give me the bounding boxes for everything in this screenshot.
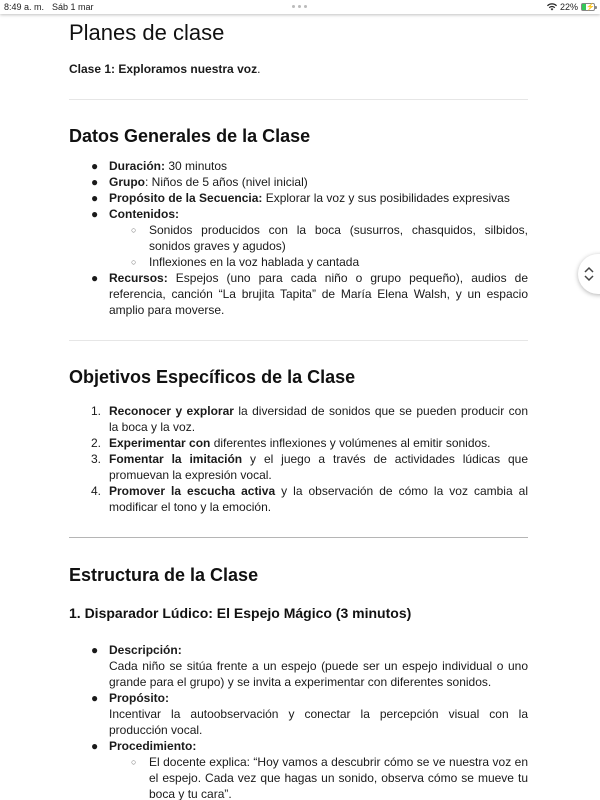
list-item: ● Contenidos: ○ Sonidos producidos con la boca (susurros, chasquidos, silbidos, sonidos graves y agudos) ○ Inflexiones en la voz hablada y cantada [91,207,528,269]
subsection-heading: 1. Disparador Lúdico: El Espejo Mágico (3 minutos) [69,605,412,621]
wifi-icon [547,3,557,11]
procedimiento-list [131,754,528,800]
list-item: ○ El docente explica: “Hoy vamos a descubrir cómo se ve nuestra voz en el espejo. Cada vez que hagas un sonido, observa cómo se mueve tu boca y tu cara”. [131,755,528,800]
list-item: 1. Reconocer y explorar la diversidad de sonidos que se pueden producir con la boca y la voz. [91,404,528,434]
list-item: 2. Experimentar con diferentes inflexiones y volúmenes al emitir sonidos. [91,436,491,450]
list-item: ● Propósito: Incentivar la autoobservación y conectar la percepción visual con la producción vocal. [91,691,528,737]
scroll-control[interactable] [578,254,600,294]
battery-percent: 22% [559,2,578,12]
section-heading-datos: Datos Generales de la Clase [69,126,311,146]
chevron-down-icon[interactable] [584,275,594,282]
section-heading-objetivos: Objetivos Específicos de la Clase [69,367,356,387]
list-item: ● Propósito de la Secuencia: Explorar la voz y sus posibilidades expresivas [91,191,510,205]
section-heading-estructura: Estructura de la Clase [69,565,259,585]
list-item: ● Duración: 30 minutos [91,159,228,173]
chevron-up-icon[interactable] [584,266,594,273]
list-item: ○ Inflexiones en la voz hablada y cantada [131,255,360,269]
list-item: ○ Sonidos producidos con la boca (susurros, chasquidos, silbidos, sonidos graves y agudos) [131,223,528,253]
divider [69,537,528,538]
list-item: 4. Promover la escucha activa y la observación de cómo la voz cambia al modificar el tono y la emoción. [91,484,528,514]
list-item: ● Descripción: Cada niño se sitúa frente a un espejo (puede ser un espejo individual o uno grande para el grupo) y se invita a experimentar con diferentes sonidos. [91,643,528,689]
status-bar [0,0,600,14]
page-title: Planes de clase [69,20,225,45]
status-time: 8:49 a. m. [4,2,45,12]
divider [69,340,528,341]
multitask-dots-icon[interactable] [292,5,307,8]
contenidos-list [131,222,528,270]
divider [69,99,528,100]
battery-charging-icon: ⚡ [581,3,595,11]
estructura-list [91,642,528,800]
list-item: ● Procedimiento: ○ El docente explica: “Hoy vamos a descubrir cómo se ve nuestra voz en el espejo. Cada vez que hagas un sonido, observa cómo se mueve tu boca y tu cara”. [91,739,528,800]
class-subtitle: Clase 1: Exploramos nuestra voz. [69,62,261,76]
document [69,14,528,800]
list-item: 3. Fomentar la imitación y el juego a través de actividades lúdicas que promuevan la expresión vocal. [91,452,528,482]
datos-list [91,158,528,318]
objetivos-list [91,403,528,515]
list-item: ● Recursos: Espejos (uno para cada niño o grupo pequeño), audios de referencia, canción “La brujita Tapita” de María Elena Walsh, y un espacio amplio para moverse. [91,271,528,317]
status-date: Sáb 1 mar [52,2,94,12]
list-item: ● Grupo: Niños de 5 años (nivel inicial) [91,175,308,189]
